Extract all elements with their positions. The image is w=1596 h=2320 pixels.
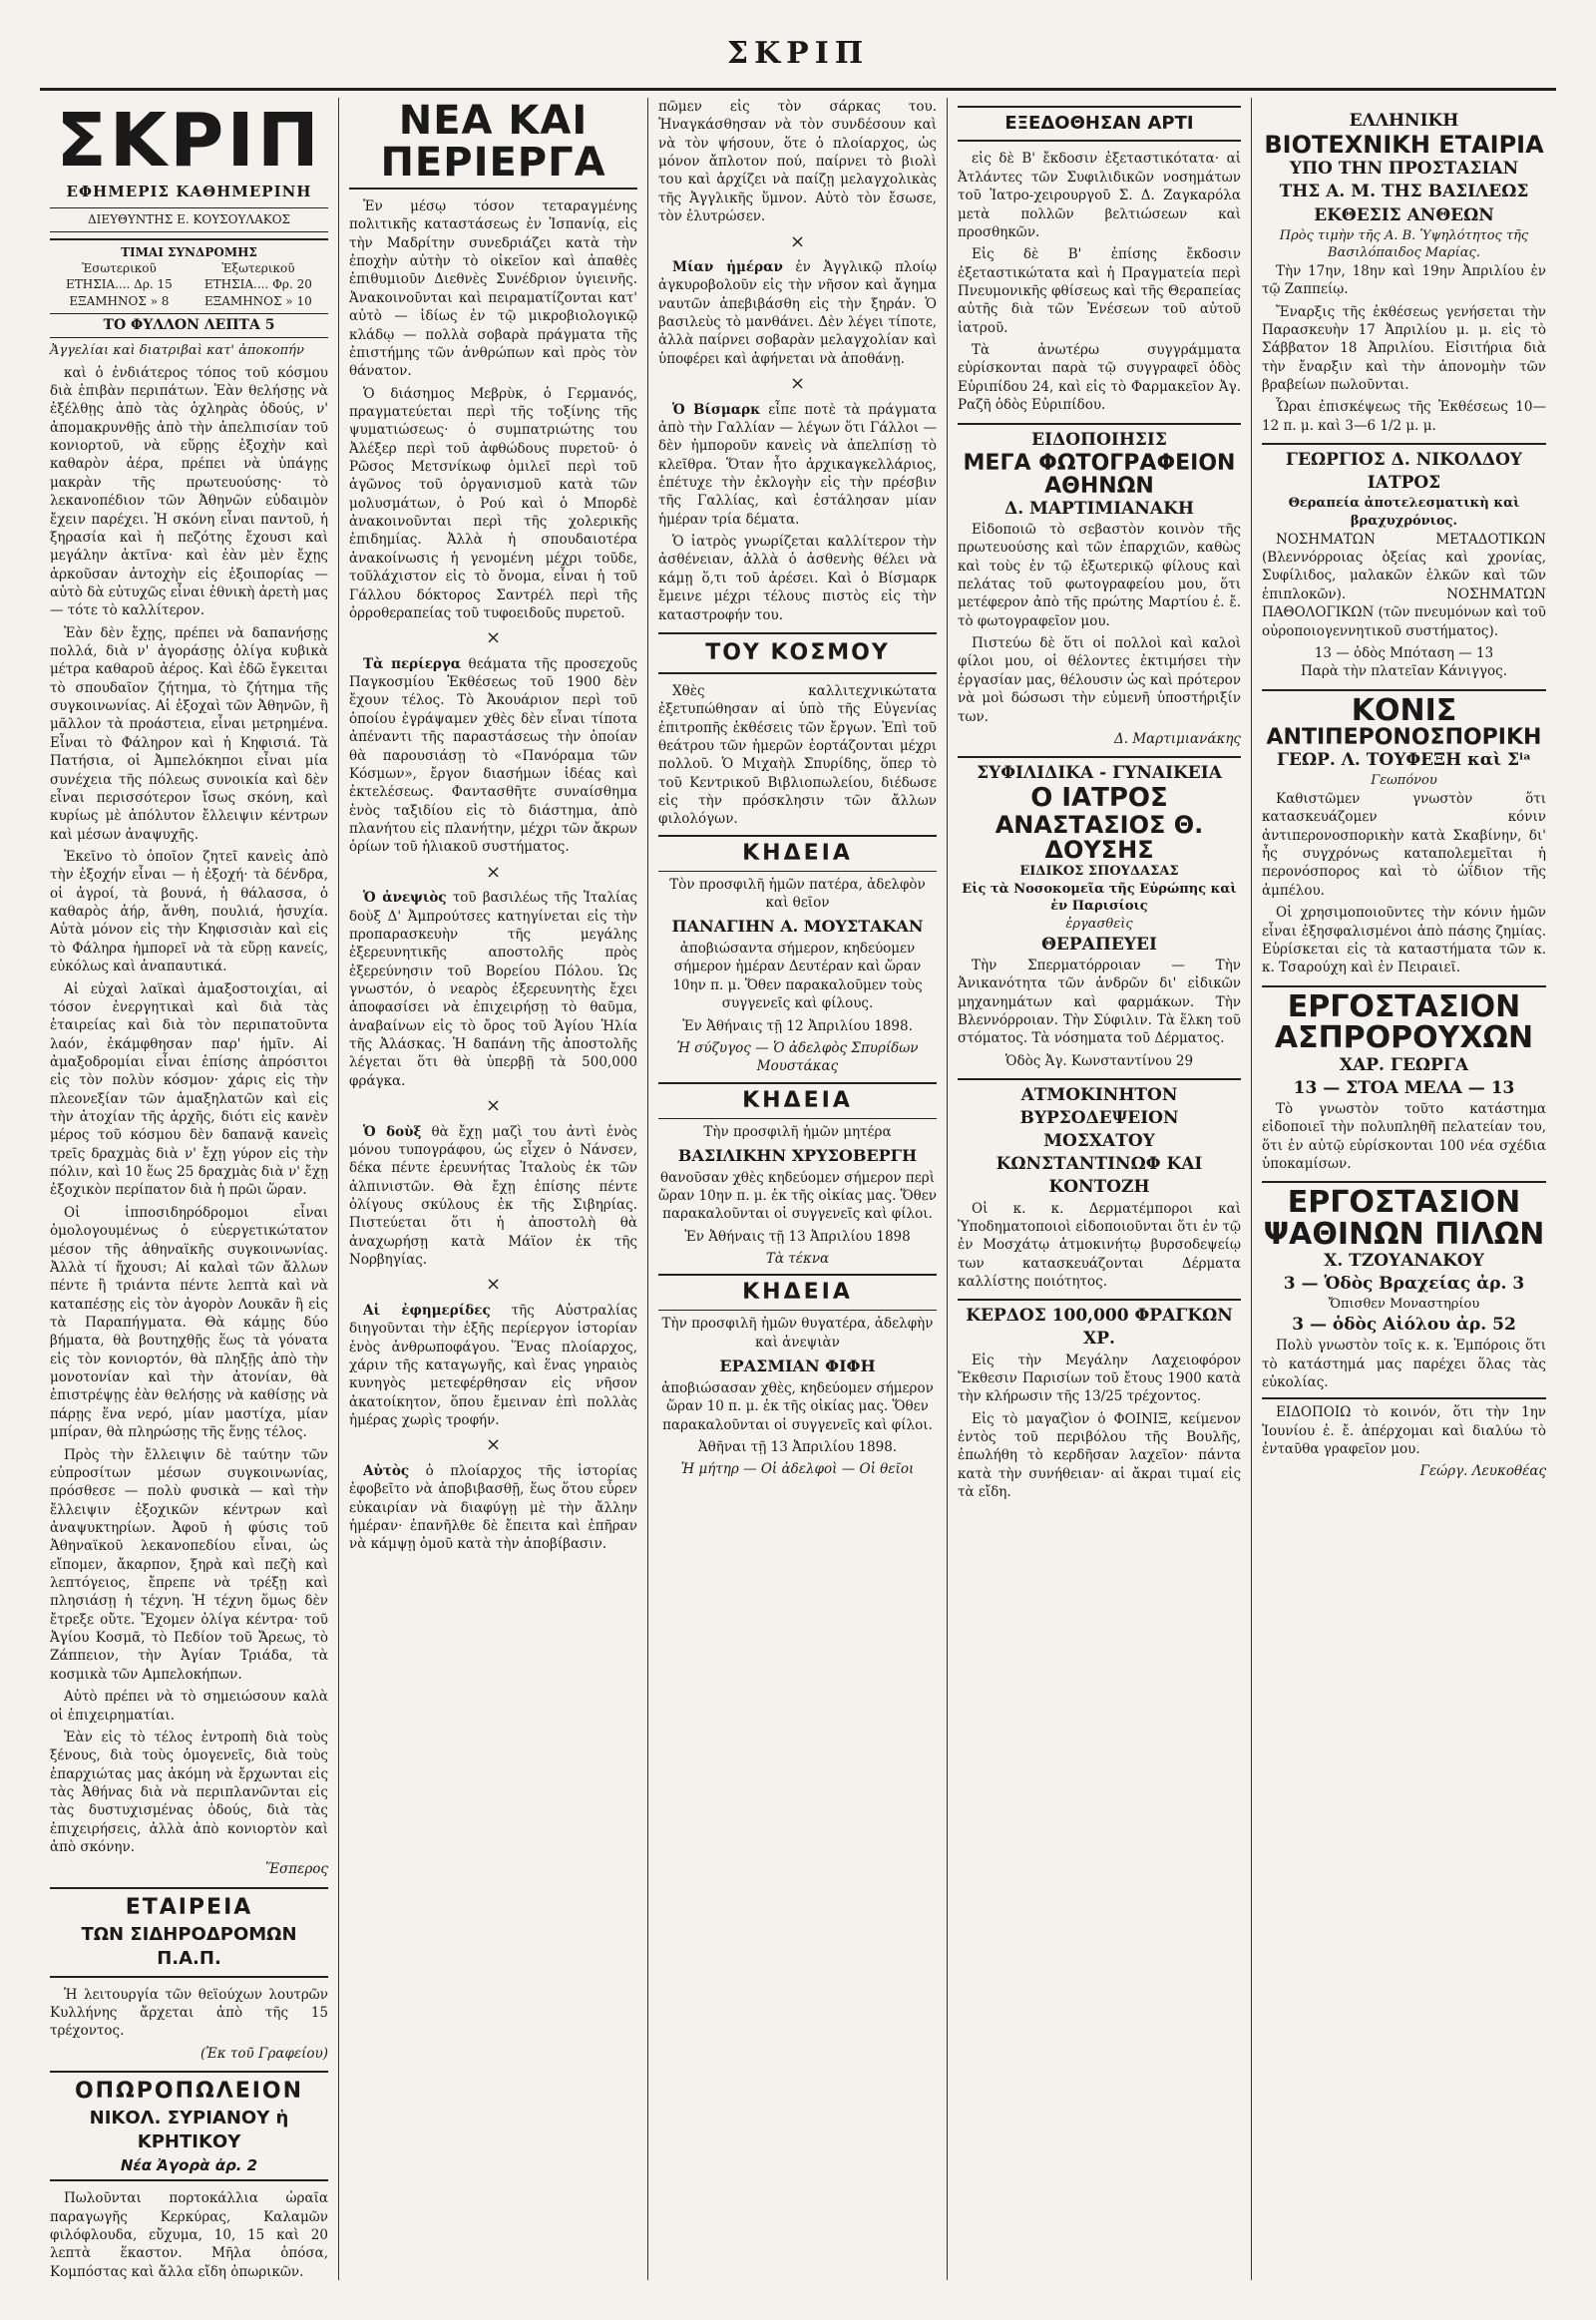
article-paragraph: Ἐὰν εἰς τὸ τέλος ἐντροπὴ διὰ τοὺς ξένους, διὰ τοὺς ὁμογενεῖς, διὰ τοὺς ἐπαρχιώτας μας ἀκόμη νὰ ἔρχωνται εἰς τὰς Ἀθήνας διὰ νὰ περιπλανῶνται εἰς τὰς δυστυχισμένας ὁδούς, διὰ τὰς ἐπιχειρήσεις, ἀλλὰ ἀπὸ κονιορτὸν καὶ ἀπὸ σκόνην. [50,1729,328,1856]
funeral-text: θανοῦσαν χθὲς κηδεύομεν σήμερον περὶ ὥραν 10ην π. μ. ἐκ τῆς οἰκίας μας. Ὅθεν παρακαλοῦνται οἱ συγγενεῖς καὶ φίλοι. [658,1169,938,1223]
separator: × [485,861,502,883]
biotech-line1: ΕΛΛΗΝΙΚΗ [1349,111,1459,131]
fruit-shop-text: Πωλοῦνται πορτοκάλλια ὡραῖα παραγωγῆς Κερκύρας, Καλαμῶν φιλόφλουδα, εὔχυμα, 10, 15 καὶ 20 λεπτὰ ἕκαστον. Μῆλα ὁπόσα, Κομπόστας καὶ ἄλλα εἴδη ὀπωρικῶν. [50,2190,328,2280]
tannery-owners: ΚΩΝΣΤΑΝΤΙΝΩΦ ΚΑΙ ΚΟΝΤΟΖΗ [996,1154,1203,1198]
lottery-title: ΚΕΡΔΟΣ 100,000 ΦΡΑΓΚΩΝ ΧΡ. [966,1306,1233,1350]
funeral-heading: ΚΗΔΕΙΑ [658,835,937,872]
lead-word: Ὁ ἀνεψιὸς [363,890,447,907]
article-signature: Ἕσπερος [265,1861,328,1878]
article-paragraph: Αἱ εὐχαὶ λαϊκαὶ ἀμαξοστοιχίαι, αἱ τόσον ἐνεργητικαὶ καὶ διὰ τὰς ἑταιρείας καὶ διὰ τὸν περιπατοῦντα λαόν, ἐκάμφθησαν παρ' ἡμῖν. Αἱ ἀμαξοδρομίαι εἶναι ἐπίσης ἀπρόσιτοι εἰς τὸν πολὺν κόσμον· χάρις εἰς τὴν πλεονεξίαν τῶν ἁμαξηλατῶν καὶ εἰς τὴν ἀτοχίαν τῆς ἀρχῆς, διότι εἰς κανὲν μέρος τοῦ κόσμου δὲν δαπανᾷ κανεὶς τρεῖς δραχμὰς διὰ ν' ἔχῃ γύρον εἰς τὴν πόλιν, καὶ 10 ἕως 25 δραχμὰς διὰ ν' ἔχῃ ἐξοχικὸν περίπατον διὰ ἡ πρῶι ὥραν. [50,980,328,1199]
railway-notice-heading [50,1887,328,1978]
funeral-date: Ἐν Ἀθήναις τῇ 13 Ἀπριλίου 1898 [684,1228,911,1245]
article-paragraph: Εἰς τὸ μαγαζὶον ὁ ΦΟΙΝΙΞ, κείμενον ἐντὸς τοῦ περιβόλου τῆς Βουλῆς, ἐπωλήθη τὸ κερδῆσαν λαχεῖον· πάντα κατὰ τὴν συνήθειαν· αἱ ἄκραι τιμαί εἰς τὰ εἴδη. [958,1410,1241,1501]
lead-word: Αὐτὸς [363,1462,410,1479]
linen-factory-owner: ΧΑΡ. ΓΕΩΡΓΑ [1339,1054,1469,1075]
funeral-heading: ΚΗΔΕΙΑ [658,1082,937,1119]
article-paragraph [658,258,937,368]
doctor-name: ΑΝΑΣΤΑΣΙΟΣ Θ. ΔΟΥΣΗΣ [995,810,1204,864]
funeral-notice-3 [658,1274,937,1478]
article-paragraph: εἰς δὲ Β' ἔκδοσιν ἐξεταστικότατα· αἱ Ἀτλάντες τῶν Συφιλιδικῶν νοσημάτων τοῦ Ἰατρο-χειρουργοῦ Σ. Δ. Ζαγκαρόλα μετὰ πολλῶν βελτιώσεων καὶ προσθηκῶν. [958,151,1241,240]
doctor-label: Ο ΙΑΤΡΟΣ [1030,783,1168,814]
doctor-sub2: Εἰς τὰ Νοσοκομεῖα τῆς Εὐρώπης καὶ ἐν Παρισίοις [962,881,1237,915]
tannery-ad [958,1078,1241,1200]
photo-studio-name: ΜΕΓΑ ΦΩΤΟΓΡΑΦΕΙΟΝ ΑΘΗΝΩΝ [963,450,1236,499]
railway-notice-signature: (Ἐκ τοῦ Γραφείου) [200,2045,328,2062]
article-paragraph [349,1462,637,1554]
article-paragraph: Καθιστῶμεν γνωστὸν ὅτι κατασκευάζομεν κόνιν ἀντιπερονοσπορικὴν κατὰ Σκαβίνην, δι' ἧς συγχρόνως καταπολεμεῖται ἡ περονόσπορος καὶ τὸ ὠΐδιον τῆς ἀμπέλου. [1262,791,1546,899]
hat-factory-line2: ΨΑΘΙΝΩΝ ΠΙΛΩΝ [1263,1216,1545,1252]
article-paragraph [349,655,637,857]
nikolaou-address-2: Παρὰ τὴν πλατεῖαν Κάνιγγος. [1300,663,1508,680]
funeral-intro: Τὸν προσφιλῆ ἡμῶν πατέρα, ἀδελφὸν καὶ θεῖον [669,876,926,911]
nikolaou-name: ΓΕΩΡΓΙΟΣ Δ. ΝΙΚΟΛΔΟΥ [1285,450,1523,471]
article-paragraph: Ἐν μέσῳ τόσον τεταραγμένης πολιτικῆς καταστάσεως ἐν Ἱσπανίᾳ, εἰς τὴν Μαδρίτην συνεδριάζει κατὰ τὴν ἐποχὴν αὐτὴν τὸ οἰκεῖον καὶ ἀπαθὲς ἐπιθυμιοῦν Διεθνὲς Συνέδριον ὑγιεινῆς. Ἀνακοινοῦνται καὶ πειραματίζονται κατ' αὐτὸ — ἰδίως ἐν τῷ μικροβιολογικῷ κλάδῳ — πολλὰ σοβαρὰ πράγματα τῆς ἐπιστήμης τῶν ἀνθρώπων καὶ πρὸς τὸν θάνατον. [349,198,637,380]
konis-ad [1262,689,1546,790]
article-paragraph: Πολὺ γνωστὸν τοῖς κ. κ. Ἐμπόροις ὅτι τὸ κατάστημά μας παρέχει ὅλας τὰς εὐκολίας. [1262,1338,1546,1390]
biotech-line2: ΒΙΟΤΕΧΝΙΚΗ ΕΤΑΙΡΙΑ [1264,131,1544,160]
separator: × [485,1095,502,1117]
biotech-line4: ΤΗΣ Α. Μ. ΤΗΣ ΒΑΣΙΛΕΩΣ [1279,182,1529,202]
masthead-director: ΔΙΕΥΘΥΝΤΗΣ Ε. ΚΟΥΣΟΥΛΑΚΟΣ [50,207,328,231]
issue-price: ΤΟ ΦΥΛΛΟΝ ΛΕΠΤΑ 5 [50,313,328,338]
doctor-sub3: ἐργασθεὶς [1065,917,1133,933]
article-paragraph: καὶ ὁ ἐνδιάτερος τόπος τοῦ κόσμου διὰ ἐπιβὰν περιπάτων. Ἐὰν θελήσῃς νὰ ἐξέλθῃς ἀπὸ τὰς ὀχληρὰς ὁδούς, ν' ἀπομακρυνθῇς ἀπὸ τὴν ἀπελπισίαν τοῦ κονιορτοῦ, νὰ εὕρῃς ἐξοχὴν καὶ καθαρὸν ἀέρα, πρέπει νὰ ὑπάγῃς μακρὰν τῆς πρωτευούσης· τὸ λεκανοπέδιον τῶν Ἀθηνῶν εὐδαιμὸν ἔχειν παρέχει. Ἡ σκόνη εἶναι παντοῦ, ἡ ξηρασία καὶ ἡ πεζότης ἔχουσι καὶ μεγάλην ἀκτῖνα· καὶ ἐὰν μὲν ἔχῃς ἀρκοῦσαν ἀντοχὴν εἰς ἐξοιπορίας — αὐτὸ δὰ εὐτυχῶς εἶναι ἐθνικὴ ἀρετὴ μας — τότε τὸ καλλίτερον. [50,364,328,619]
article-paragraph [349,1123,637,1270]
separator: × [789,373,806,395]
article-paragraph: Ἐὰν δὲν ἔχῃς, πρέπει νὰ δαπανήσῃς πολλά, διὰ ν' ἀγοράσῃς ὀλίγα κυβικὰ μέτρα καθαροῦ ἀέρος. Καὶ ἐδῶ ἔγκειται τὸ σπουδαῖον ζήτημα, τὸ ζήτημα τῆς συγκοινωνίας. Αἱ ἐξοχαὶ τῶν Ἀθηνῶν, ἢ μᾶλλον τὰ προάστεια, εἶναι μετρημένα. Εἶναι τὸ Φάληρον καὶ ἡ Κηφισιά. Τὰ Πατήσια, οἱ Ἀμπελόκηποι εἶναι μία συνέχεια τῆς πόλεως συνοικία καὶ δὲν εἶναι περισσότερον ἴσως σκόνη, καὶ κυρίως μὲ ἀπόλυτον ἔλλειψιν κέντρων καὶ μέσων ἀναψυχῆς. [50,624,328,843]
article-paragraph: Ἔναρξις τῆς ἐκθέσεως γενήσεται τὴν Παρασκευὴν 17 Ἀπριλίου μ. μ. εἰς τὸ Σάββατον 18 Ἀπριλίου. Εἰσιτήρια διὰ τὴν ἔναρξιν καὶ τὴν ἀπονομὴν τῶν βραβείων πωλοῦνται. [1262,303,1546,394]
lead-word: Ὁ δοὺξ [363,1123,422,1140]
article-paragraph: Εἰδοποιῶ τὸ σεβαστὸν κοινὸν τῆς πρωτευούσης καὶ τῶν ἐπαρχιῶν, καθὼς καὶ τοὺς ἐν τῷ ἐξωτερικῷ φίλους καὶ πελάτας τοῦ φωτογραφείου μου, ὅτι μετέφερον ἀπὸ τῆς πρώτης Μαρτίου ἐ. ἔ. τὸ φωτογραφεῖον μου. [958,521,1241,629]
nikolaou-doctor-ad [1262,443,1546,531]
funeral-notice-1 [658,835,937,1076]
paragraph-text: θὰ ἔχῃ μαζὶ του ἀντὶ ἑνὸς μόνου τυπογράφου, ὡς εἶχεν ὁ Νάνσεν, δέκα πέντε ἐρευνήτας Ἰταλοὺς ἐκ τῶν ἀλπινιστῶν. Θὰ ἔχῃ ἐπίσης πέντε ὀλίγους σκύλους ἐκ τῆς Σιβηρίας. Πιστεύεται ὅτι ἡ ἀποστολὴ θὰ ἀναχωρήσῃ κατὰ Μάϊον ἐκ τῆς Νορβηγίας. [349,1123,637,1269]
notice-signature: Γεώργ. Λευκοθέας [1419,1463,1546,1480]
paragraph-text: ἐν Ἀγγλικῷ πλοίῳ ἀγκυροβολοῦν εἰς τὴν νῆσον καὶ ἄγημα ναυτῶν ἀπεβιβάσθη εἰς τὴν ξηράν. Ὁ βασιλεὺς τὸ μανθάνει. Δὲν λέγει τίποτε, ἀλλὰ παίρνει σοβαρὰν μελαγχολίαν καὶ ὑποφέρει καὶ ἀφήνεται νὰ ἀποθάνῃ. [658,258,938,367]
masthead-subtitle: ΕΦΗΜΕΡΙΣ ΚΑΘΗΜΕΡΙΝΗ [66,183,312,200]
prices-title: ΤΙΜΑΙ ΣΥΝΔΡΟΜΗΣ [121,244,257,259]
separator: × [485,1434,502,1456]
photo-studio-owner: Δ. ΜΑΡΤΙΜΙΑΝΑΚΗ [1004,498,1194,519]
column-3 [648,98,948,2280]
masthead-logo: ΣΚΡΙΠ [56,98,322,184]
funeral-date: Ἐν Ἀθήναις τῇ 12 Ἀπριλίου 1898. [682,1017,913,1034]
funeral-signature: Ἡ σύζυγος — Ὁ ἀδελφὸς Σπυρίδων Μουστάκας [676,1039,919,1075]
article-paragraph: πῶμεν εἰς τὸν σάρκας του. Ἠναγκάσθησαν νὰ τὸν συνδέσουν καὶ νὰ τὸν ψήσουν, ὅτε ὁ πλοίαρχος, ὡς μόνον ἄπλοτον πού, παίρνει τὸ βιολὶ του καὶ ἀρχίζει νὰ παίζῃ μελαγχολικὰς τῆς Ἀγγλικῆς ὕμνον. Αὐτὸ τὸν ἔσωσε, τὸν ἐλυτρώσεν. [658,99,937,225]
hat-factory-address-2: 3 — ὁδὸς Αἰόλου ἀρ. 52 [1292,1315,1516,1336]
funeral-intro: Τὴν προσφιλῆ ἡμῶν μητέρα [703,1123,892,1140]
nikolaou-sub: Θεραπεία ἀποτελεσματικὴ καὶ βραχυχρόνιος. [1288,496,1520,530]
fruit-shop-heading [50,2071,328,2181]
hat-factory-line1: ΕΡΓΟΣΤΑΣΙΟΝ [1287,1185,1521,1221]
running-head [40,28,1556,91]
doctor-address: Ὁδὸς Ἀγ. Κωνσταντίνου 29 [1004,1052,1194,1069]
linen-factory-ad [1262,985,1546,1100]
nikolaou-title: ΙΑΤΡΟΣ [1367,473,1441,494]
separator: × [485,1274,502,1296]
funeral-name: ΒΑΣΙΛΙΚΗΝ ΧΡΥΣΟΒΕΡΓΗ [677,1145,918,1165]
separator: × [789,230,806,252]
price-abroad-semester: ΕΞΑΜΗΝΟΣ » 10 [204,293,312,308]
konis-sub-title: ΑΝΤΙΠΕΡΟΝΟΣΠΟΡΙΚΗ [1266,725,1542,751]
konis-owner: ΓΕΩΡ. Λ. ΤΟΥΦΕΞΗ καὶ Σⁱᵃ [1276,750,1532,771]
funeral-date: Ἀθῆναι τῇ 13 Ἀπριλίου 1898. [697,1438,898,1455]
fruit-shop-line3: Νέα Ἀγορὰ ἀρ. 2 [120,2155,258,2174]
tagline: Ἀγγελίαι καὶ διατριβαὶ κατ' ἀποκοπήν [50,342,304,358]
section-title: ΝΕΑ ΚΑΙ ΠΕΡΙΕΡΓΑ [349,100,637,190]
prices-inland-label: Ἐσωτερικοῦ [81,261,157,276]
lead-word: Αἱ ἐφημερίδες [363,1302,491,1319]
hat-factory-owner: Χ. ΤΖΟΥΑΝΑΚΟΥ [1324,1251,1484,1272]
article-paragraph: Τὸ γνωστὸν τοῦτο κατάστημα εἰδοποιεῖ τὴν πολυπληθῆ πελατείαν του, ὅτι ἐν αὐτῷ εὑρίσκονται 100 νέα σχέδια ὑποκαμίσων. [1262,1100,1546,1172]
article-paragraph: Τὰ ἀνωτέρω συγγράμματα εὑρίσκονται παρὰ τῷ συγγραφεῖ ὁδὸς Εὐριπίδου 24, καὶ εἰς τὸ Φαρμακεῖον Ἀγ. Ραζῆ ὁδὸς Εὐριπίδου. [958,342,1241,414]
article-paragraph: Πρὸς τὴν ἔλλειψιν δὲ ταύτην τῶν εὐπροσίτων μέσων συγκοινωνίας, πρόσθεσε — πολὺ φυσικὰ — καὶ τὴν ἔλλειψιν ἐξοχικῶν κέντρων καὶ ἀναψυκτηρίων. Ἀφοῦ ἡ φύσις τοῦ Ἀθηναϊκοῦ λεκανοπεδίου εἶναι, ὡς εἴπομεν, ἄκαρπον, ξηρὰ καὶ πεζὴ καὶ λεπτόγειος, ἔπρεπε νὰ τρέξῃ καὶ πλησιάσῃ ἡ τέχνη. Ἡ τέχνη ὅμως δὲν ἔτρεξε οὔτε. Ἔχομεν ὀλίγα κέντρα· τοῦ Ἀγίου Κοσμᾶ, τὸ Πεδίον τοῦ Ἄρεως, τὸ Ζάππειον, τὴν Ἀγίαν Τριάδα, τὰ κοσμικὰ τῶν Αμπελοκήπων. [50,1446,328,1683]
fruit-shop-line1: ΟΠΩΡΟΠΩΛΕΙΟΝ [74,2079,304,2105]
paragraph-text: τῆς Αὐστραλίας διηγοῦνται τὴν ἑξῆς περίεργον ἱστορίαν ἑνὸς ἀνθρωποφάγου. Ἕνας πλοίαρχος, χάριν τῆς καταγωγῆς, καὶ ἕνας γηραιὸς κυνηγὸς μετεφέρθησαν εἰς νῆσον ἀκατοίκητον, ὅπου ἔμειναν ἐπὶ πολλὰς ἡμέρας χωρὶς τροφήν. [349,1302,637,1429]
funeral-notice-2 [658,1082,937,1269]
article-paragraph: ΝΟΣΗΜΑΤΩΝ ΜΕΤΑΔΟΤΙΚΩΝ (Βλεννόρροιας ὀξείας καὶ χρονίας, Συφίλιδος, μαλακῶν ἑλκῶν καὶ τῶν ἐπιπλοκῶν). ΝΟΣΗΜΑΤΩΝ ΠΑΘΟΛΟΓΙΚΩΝ (τῶν πνευμόνων καὶ τοῦ οὐροποιογεννητικοῦ συστήματος). [1262,531,1546,639]
tannery-name: ΑΤΜΟΚΙΝΗΤΟΝ ΒΥΡΣΟΔΕΨΕΙΟΝ [1019,1084,1179,1129]
kosmou-heading [658,632,937,674]
article-paragraph: Τὴν Σπερματόρροιαν — Τὴν Ἀνικανότητα τῶν ἀνδρῶν δι' εἰδικῶν μηχανημάτων καὶ φαρμάκων. Τὴν Βλεννόρροιαν. Τὴν Σύφιλιν. Τὰ ἕλκη τοῦ στόματος. Τὰ νόσηματα τοῦ Δέρματος. [958,957,1241,1047]
nikolaou-address: 13 — ὁδὸς Μπόταση — 13 [1314,644,1494,661]
lead-word: Τὰ περίεργα [363,655,462,672]
article-paragraph: Ὧραι ἐπισκέψεως τῆς Ἐκθέσεως 10—12 π. μ. καὶ 3—6 1/2 μ. μ. [1262,399,1546,434]
linen-factory-line1: ΕΡΓΟΣΤΑΣΙΟΝ [1287,988,1521,1024]
paragraph-text: τοῦ βασιλέως τῆς Ἰταλίας δοὺξ Δ' Ἀμπρούτσες κατηγίνεται εἰς τὴν προπαρασκευὴν τῆς μεγάλης ἐξερευνητικῆς αποστολῆς πρὸς ἐξερεύνησιν τοῦ Βορείου Πόλου. Ὡς γνωστόν, ὁ νεαρὸς ἐξερευνητὴς ἔχει ἀποφασίσει νὰ ἐπιχειρήσῃ τὸ θαῦμα, ἀναβαίνων εἰς τὸ ὄρος τοῦ Ἁγίου Ἡλία τῆς Ἀλάσκας. Ἡ δαπάνη τῆς ἀποστολῆς λέγεται ὅτι θὰ ὑπερβῇ τὰ 500,000 φράγκα. [349,890,637,1089]
article-paragraph: Ὁ διάσημος Μεβρὺκ, ὁ Γερμανός, πραγματεύεται περὶ τῆς τοξίνης τῆς ψυματιώσεως· ὁ συμπατριώτης του Ἀλέξερ περὶ τοῦ ἀφθώδους πυρετοῦ· ὁ Ρῶσος Μετσνίκωφ ὁμιλεῖ περὶ τοῦ ἀγῶνος τοῦ ὀργανισμοῦ κατὰ τῶν μολυσμάτων, ὁ Ρού καὶ ὁ Μπορδὲ ἀνακοινοῦνται περὶ τῆς χολερικῆς ἐπιδημίας. Ἀλλὰ ἡ σπουδαιοτέρα ἀνακοίνωσις ἡ γενομένη μέχρι τοῦδε, τοῦλάχιστον εἰς τὸ ὄνομα, εἶναι ἡ τοῦ Γάλλου δόκτορος Σαντρέλ περὶ τῆς ὀρροθεραπείας τοῦ τυφοειδοῦς πυρετοῦ. [349,385,637,621]
lead-word: Ὁ Βίσμαρκ [672,401,761,418]
funeral-text: ἀποβιώσαντα σήμερον, κηδεύομεν σήμερον ἡμέραν Δευτέραν καὶ ὥραν 10ην π. μ. Ὅθεν παρακαλοῦμεν τοὺς συγγενεῖς καὶ φίλους. [672,941,923,1012]
price-abroad-annual: ΕΤΗΣΙΑ.... Φρ. 20 [203,277,312,292]
article-paragraph: Εἰς τὴν Μεγάλην Λαχειοφόρον Ἔκθεσιν Παρισίων τοῦ ἔτους 1900 κατὰ τὴν κλήρωσιν τῆς 13/25 τρέχοντος. [958,1352,1241,1405]
funeral-signature: Τὰ τέκνα [765,1251,830,1268]
railway-heading-line1: ΕΤΑΙΡΕΙΑ [125,1894,253,1920]
funeral-signature: Ἡ μήτηρ — Οἱ ἀδελφοὶ — Οἱ θεῖοι [680,1461,915,1478]
konis-profession: Γεωπόνου [1371,773,1437,789]
doctor-sub: ΕΙΔΙΚΟΣ ΣΠΟΥΔΑΣΑΣ [1019,864,1179,879]
paragraph-text: εἶπε ποτὲ τὰ πράγματα ἀπὸ τὴν Γαλλίαν — λέγων ὅτι Γάλλοι — δὲν ἠμποροῦν κανεὶς νὰ ἀπελπίσῃ τὸ κλεῖθρα. Ὅταν ἦτο ἀρχικαγκελλάριος, ἐπέτυχε τὴν ἐκλογὴν εἰς τὴν πρέσβιν τῆς Γαλλίας, καὶ ἐστάλησαν μίαν ἡμέραν τρία δέματα. [658,401,938,528]
article-paragraph: Εἰς δὲ Β' ἐπίσης ἔκδοσιν ἐξεταστικώτατα καὶ ἡ Πραγματεία περὶ Πνευμονικῆς φθίσεως καὶ τῆς Θεραπείας αὐτῆς διὰ τῶν Ἐνέσεων τοῦ αὐτοῦ ἰατροῦ. [958,246,1241,336]
kosmou-title: ΤΟΥ ΚΟΣΜΟΥ [705,639,890,665]
photo-notice-label: ΕΙΔΟΠΟΙΗΣΙΣ [1031,429,1167,450]
biotech-ad [1262,106,1546,262]
article-paragraph [349,889,637,1090]
article-paragraph: Οἱ χρησιμοποιοῦντες τὴν κόνιν ἡμῶν εἶναι ἐξησφαλισμένοι ἀπὸ πάσης ζημίας. Εὑρίσκεται εἰς τὰ καταστήματα τῶν κ. κ. Τσαρούχη καὶ ἐν Πειραιεῖ. [1262,905,1546,976]
article-paragraph: Οἱ ἱπποσιδηρόδρομοι εἶναι ὁμολογουμένως ὁ εὐεργετικώτατον μέσον τῆς ἀθηναϊκῆς συγκοινωνίας. Ἀλλὰ τί ἤχουσι; Αἱ καλαὶ τῶν ἄλλων πέντε ἢ τριάντα πέντε λεπτὰ καὶ νὰ καταπέσῃς εἰς τὸν ἀγορὸν Λουκᾶν ἢ εἰς τὰ Παραπήγματα. Θὰ κάμῃς δύο βήματα, θὰ βουτηχθῇς ἕως τὰ γόνατα εἰς τὸν κονιορτόν, θὰ πληξῇς ἀπὸ τὴν μονοτονίαν καὶ τὴν ἀτονίαν, θὰ ἐπιστρέψῃς ἐὰν θελήσῃς νὰ καθίσῃς νὰ πάρῃς ἕνα νερό, μίαν μαστίχα, μίαν μπίραν, θὰ πληρώσῃς τῆς ἕνῃς τέλος. [50,1204,328,1441]
books-heading [958,106,1241,142]
konis-title: ΚΟΝΙΣ [1351,692,1457,728]
funeral-heading: ΚΗΔΕΙΑ [658,1274,937,1311]
prices-table [50,260,328,309]
funeral-name: ΕΡΑΣΜΙΑΝ ΦΙΦΗ [719,1356,876,1376]
article-paragraph: Πιστεύω δὲ ὅτι οἱ πολλοὶ καὶ καλοὶ φίλοι μου, οἱ θέλοντες ἐκτιμήσει τὴν ἐργασίαν μας, θέλουσιν ὡς καὶ πρότερον νὰ μοὶ δώσωσι τὴν εὐμενῆ ὑποστήριξίν των. [958,635,1241,725]
article-paragraph: Οἱ κ. κ. Δερματέμποροι καὶ Ὑποδηματοποιοὶ εἰδοποιοῦνται ὅτι ἐν τῷ ἐν Μοσχάτῳ ἀτμοκινήτῳ βυρσοδεψείῳ των κατασκευάζονται Δέρματα καλλίστης ποιότητος. [958,1200,1241,1290]
tannery-location: ΜΟΣΧΑΤΟΥ [1043,1131,1155,1152]
railway-heading-line2: ΤΩΝ ΣΙΔΗΡΟΔΡΟΜΩΝ Π.Α.Π. [81,1923,297,1970]
article-paragraph: Χθὲς καλλιτεχνικώτατα ἐξετυπώθησαν αἱ ὑπὸ τῆς Εὐγενίας ἐπιτροπῆς ἐκθέσεις τῶν ἔργων. Ἐπὶ τοῦ θεάτρου τῶν ἡμερῶν ἑορτάζονται μέχρι πολλοῦ. Ὁ Μιχαὴλ Σπυρίδης, ὅπερ τὸ τοῦ Κεντρικοῦ Βιβλιοπωλείου, διέδωσε εἰς τὴν πρόσκλησιν τῶν ἄλλων φιλολόγων. [658,682,937,828]
hat-factory-ad [1262,1181,1546,1337]
column-1 [40,98,339,2280]
column-2 [339,98,648,2280]
running-head-title: ΣΚΡΙΠ [726,36,870,71]
fruit-shop-line2: ΝΙΚΟΛ. ΣΥΡΙΑΝΟΥ ἡ ΚΡΗΤΙΚΟΥ [89,2107,289,2153]
flower-exhibition-title: ΕΚΘΕΣΙΣ ΑΝΘΕΩΝ [1314,204,1494,225]
column-5 [1252,98,1556,2280]
funeral-intro: Τὴν προσφιλῆ ἡμῶν θυγατέρα, ἀδελφὴν καὶ ἀνεψιὰν [661,1316,934,1351]
columns [40,98,1556,2280]
biotech-line3: ΥΠΟ ΤΗΝ ΠΡΟΣΤΑΣΙΑΝ [1289,159,1519,180]
lead-word: Μίαν ἡμέραν [672,258,783,275]
price-inland-annual: ΕΤΗΣΙΑ.... Δρ. 15 [65,277,173,292]
prices-abroad-label: Ἐξωτερικοῦ [221,261,295,276]
notice-box [1262,1397,1546,1480]
hat-factory-address: 3 — Ὁδὸς Βραχείας ἀρ. 3 [1283,1274,1525,1295]
paragraph-text: ὁ πλοίαρχος τῆς ἱστορίας ἐφοβεῖτο νὰ ἀποβιβασθῇ, ἕως ὅτου εὗρεν εὐκαιρίαν νὰ διαφύγῃ μὲ τὴν ἄλλην ἡμέραν· ἐπανῆλθε δὲ ἔπειτα καὶ ἐπῆραν νὰ κάμψῃ ὁμοῦ κατὰ τὴν ἀποβίβασιν. [349,1462,637,1553]
paragraph-text: θεάματα τῆς προσεχοῦς Παγκοσμίου Ἐκθέσεως τοῦ 1900 δὲν ἔχουν τέλος. Τὸ Ἀκουάριον περὶ τοῦ ὁποίου ἐγράψαμεν χθὲς δὲν εἶναι τίποτα ἀπέναντι τῆς παραστάσεως τὴν ὁποίαν θὰ παρουσιάσῃ τὸ «Πανόραμα τῶν Κόσμων», ἔργον διασήμων ἰδέας καὶ ἐκτελέσεως. Φαντασθῆτε συναίσθημα ἑνὸς ταξιδίου εἰς τὸ διάστημα, ἀπὸ πλανήτου εἰς πλανήτην, μέχρι τῶν ἄκρων ὁρίων τοῦ ἡλιακοῦ συστήματος. [349,655,638,856]
linen-factory-address: 13 — ΣΤΟΑ ΜΕΛΑ — 13 [1293,1077,1515,1098]
doctor-ad [958,756,1241,957]
books-title: ΕΞΕΔΟΘΗΣΑΝ ΑΡΤΙ [1004,113,1194,134]
separator: × [485,627,502,649]
subscription-prices [50,244,328,309]
column-4 [948,98,1252,2280]
masthead [50,98,328,240]
article-paragraph: Ὁ ἰατρὸς γνωρίζεται καλλίτερον τὴν ἀσθένειαν, ἀλλὰ ὁ ἀσθενὴς θέλει νὰ κάμῃ ὅ,τι τοῦ ἀρέσει. Καὶ ὁ Βίσμαρκ ἔμεινε μέχρι τέλους πιστὸς εἰς τὴν καταστροφήν του. [658,534,937,623]
article-paragraph: Τὴν 17ην, 18ην καὶ 19ην Ἀπριλίου ἐν τῷ Ζαππείῳ. [1262,262,1546,298]
hat-factory-sub: Ὄπισθεν Μοναστηρίου [1328,1297,1480,1313]
article-paragraph [349,1302,637,1430]
linen-factory-line2: ΑΣΠΡΟΡΟΥΧΩΝ [1274,1020,1534,1056]
photo-studio-ad [958,423,1241,521]
article-paragraph: Ἐκεῖνο τὸ ὁποῖον ζητεῖ κανεὶς ἀπὸ τὴν ἐξοχήν εἶναι — ἡ ἐξοχή· τὰ δένδρα, οἱ ἀγροί, τὰ βουνά, ἡ θάλασσα, ὁ καθαρὸς ἀήρ, ἄνθη, πουλιά, ἡσυχία. Αὐτὰ μόνον εἰς τὴν Κηφισσιὰν καὶ εἰς τὸ Φάληρα ἠμπορεῖ νὰ τὰ εὕρῃ κανείς, εὐκόλως καὶ ἀναπαυτικά. [50,849,328,975]
lottery-ad [958,1299,1241,1351]
article-paragraph: ΕΙΔΟΠΟΙΩ τὸ κοινόν, ὅτι τὴν 1ην Ἰουνίου ἐ. ἔ. ἀπέρχομαι καὶ διαλύω τὸ ἐνταῦθα γραφεῖον μου. [1262,1404,1546,1458]
doctor-specialty: ΣΥΦΙΛΙΔΙΚΑ - ΓΥΝΑΙΚΕΙΑ [977,763,1222,784]
article-paragraph [658,401,937,530]
price-inland-semester: ΕΞΑΜΗΝΟΣ » 8 [69,293,170,308]
funeral-text: ἀποβιώσασαν χθὲς, κηδεύομεν σήμερον ὥραν 10 π. μ. ἐκ τῆς οἰκίας μας. Ὅθεν παρακαλοῦνται οἱ συγγενεῖς καὶ φίλοι. [661,1379,934,1433]
funeral-name: ΠΑΝΑΓΙΗΝ Α. ΜΟΥΣΤΑΚΑΝ [671,917,924,937]
photo-studio-signature: Δ. Μαρτιμιανάκης [1114,730,1241,747]
flower-exhibition-sub: Πρὸς τιμὴν τῆς Α. Β. Ὑψηλότητος τῆς Βασιλόπαιδος Μαρίας. [1279,227,1529,261]
doctor-treats: ΘΕΡΑΠΕΥΕΙ [1041,934,1157,955]
railway-notice-text: Ἡ λειτουργία τῶν θεϊούχων λουτρῶν Κυλλήνης ἄρχεται ἀπὸ τῆς 15 τρέχοντος. [50,1986,328,2040]
article-paragraph: Αὐτὸ πρέπει νὰ τὸ σημειώσουν καλὰ οἱ ἐπιχειρηματίαι. [50,1689,328,1724]
